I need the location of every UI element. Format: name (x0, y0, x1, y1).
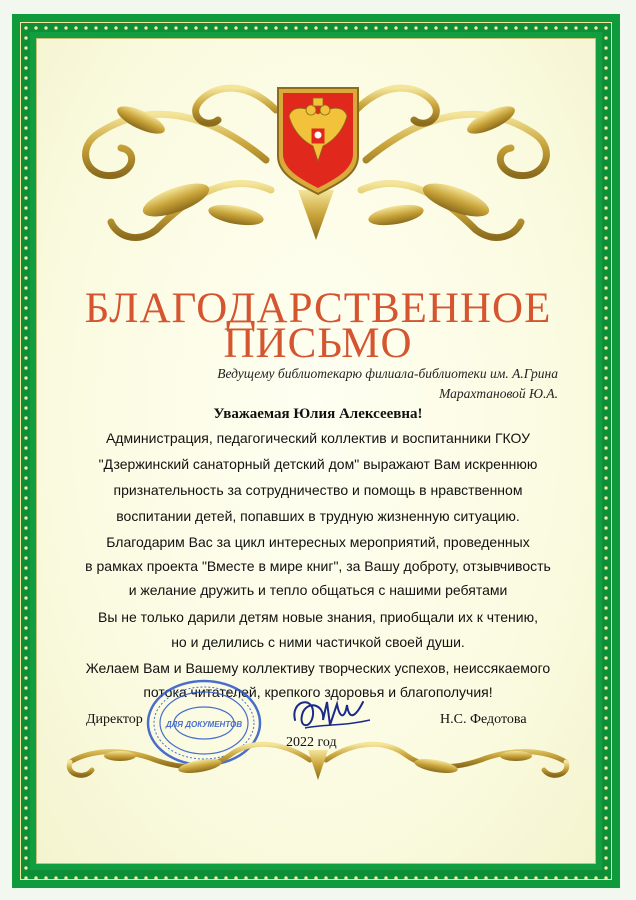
signature-year: 2022 год (286, 735, 337, 750)
stamp-text: ДЛЯ ДОКУМЕНТОВ (165, 720, 243, 729)
title-line-1: БЛАГОДАРСТВЕННОЕ (84, 285, 552, 332)
addressee-line-2: Марахтановой Ю.А. (439, 386, 558, 401)
body-line: "Дзержинский санаторный детский дом" выражают Вам искреннюю (98, 456, 538, 472)
body-line: и желание дружить и тепло общаться с нашими ребятами (128, 582, 508, 598)
body-line: Желаем Вам и Вашему коллективу творческих успехов, неиссякаемого (85, 660, 551, 676)
body-line: но и делились с ними частичкой своей души. (171, 634, 465, 650)
signature-name: Н.С. Федотова (440, 712, 527, 727)
title-line-2: ПИСЬМО (223, 320, 413, 367)
body-line: воспитании детей, попавших в трудную жизненную ситуацию. (116, 508, 520, 524)
signature-position: Директор (86, 712, 143, 727)
body-line: Администрация, педагогический коллектив и воспитанники ГКОУ (105, 430, 531, 446)
addressee-line-1: Ведущему библиотекарю филиала-библиотеки им. А.Грина (217, 366, 558, 381)
body-line: в рамках проекта "Вместе в мире книг", за Вашу доброту, отзывчивость (85, 558, 551, 574)
gold-ornament-bottom (60, 730, 576, 790)
body-line: потока читателей, крепкого здоровья и благополучия! (143, 684, 493, 700)
greeting: Уважаемая Юлия Алексеевна! (213, 406, 423, 422)
body-line: Вы не только дарили детям новые знания, приобщали их к чтению, (97, 609, 538, 625)
body-line: признательность за сотрудничество и помощь в нравственном (113, 482, 523, 498)
body-line: Благодарим Вас за цикл интересных мероприятий, проведенных (106, 534, 530, 550)
russian-coat-of-arms-icon (273, 86, 363, 196)
